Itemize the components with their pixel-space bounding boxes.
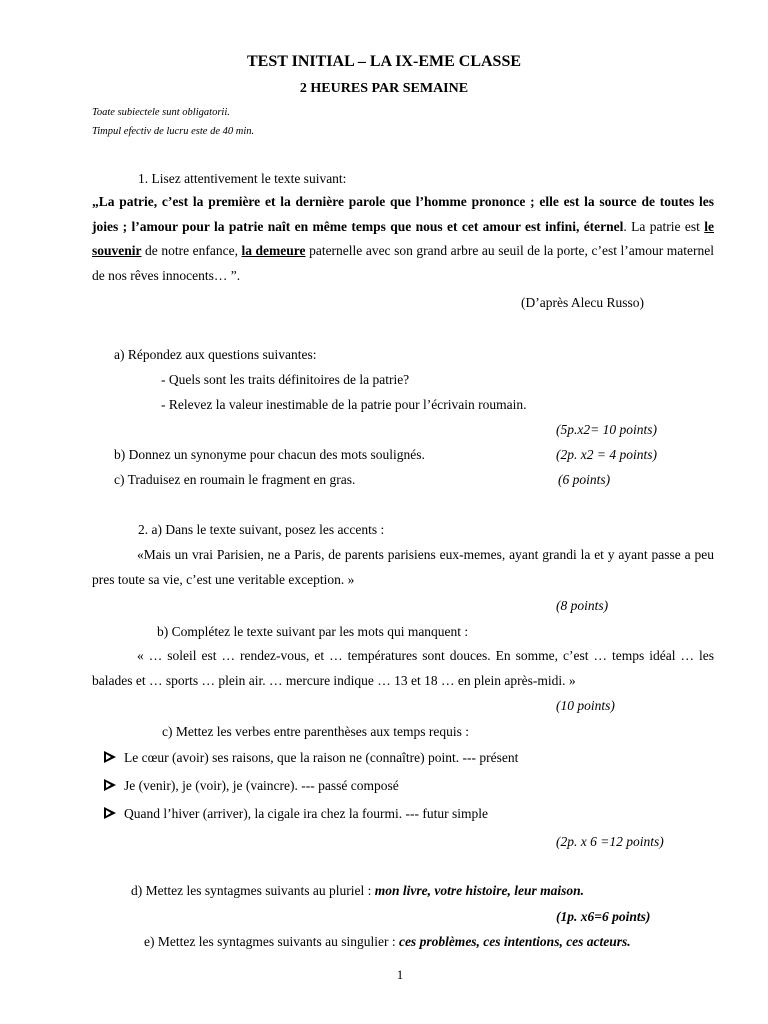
underlined-word-1: le souvenir bbox=[92, 218, 715, 258]
page-number: 1 bbox=[396, 967, 404, 982]
arrow-bullet-icon bbox=[104, 751, 116, 763]
exercise-2b-points: (10 points) bbox=[556, 698, 615, 713]
exercise-2b-text: « … soleil est … rendez-vous, et … températures sont douces. En somme, c’est … temps idéal … les balades et … sports … plein air. … mercure indique … 13 et 18 … en plein après-midi. » bbox=[92, 648, 714, 688]
question-a-label: a) Répondez aux questions suivantes: bbox=[114, 347, 317, 362]
question-b-points: (2p. x2 = 4 points) bbox=[556, 447, 657, 462]
text-part: de notre enfance, bbox=[141, 243, 242, 258]
exercise-2e-items: ces problèmes, ces intentions, ces acteurs. bbox=[398, 934, 631, 949]
exercise-2d-items: mon livre, votre histoire, leur maison. bbox=[374, 883, 584, 898]
exercise-2c-points: (2p. x 6 =12 points) bbox=[556, 834, 664, 849]
text-bold-fragment: „La patrie, c’est la première et la dernière parole que l’homme prononce ; elle est la source de toutes les joies ; l’amour pour la patrie naît en même temps que nous et cet amour est infini, éternel bbox=[92, 194, 714, 234]
exercise-2d-text: d) Mettez les syntagmes suivants au pluriel : mon livre, votre histoire, leur maison. bbox=[131, 883, 584, 898]
list-item: Quand l’hiver (arriver), la cigale ira chez la fourmi. --- futur simple bbox=[104, 807, 488, 821]
question-c-text: c) Traduisez en roumain le fragment en gras. bbox=[114, 472, 356, 487]
page-title: TEST INITIAL – LA IX-EME CLASSE bbox=[246, 53, 522, 70]
instruction-line-2: Timpul efectiv de lucru este de 40 min. bbox=[92, 126, 255, 137]
instruction-line-1: Toate subiectele sunt obligatorii. bbox=[92, 107, 230, 118]
exercise-2a-text: «Mais un vrai Parisien, ne a Paris, de parents parisiens eux-memes, ayant grandi la et y ayant passe a peu pres toute sa vie, c’est une veritable exception. » bbox=[92, 547, 714, 587]
text-part: . La patrie est bbox=[623, 218, 705, 234]
list-item: Le cœur (avoir) ses raisons, que la raison ne (connaître) point. --- présent bbox=[104, 751, 518, 765]
exercise-1-text bbox=[92, 190, 714, 288]
arrow-bullet-icon bbox=[104, 807, 116, 819]
exercise-2b-label: b) Complétez le texte suivant par les mots qui manquent : bbox=[157, 624, 469, 639]
list-item: Je (venir), je (voir), je (vaincre). --- passé composé bbox=[104, 779, 399, 793]
exercise-2a-label: 2. a) Dans le texte suivant, posez les accents : bbox=[138, 522, 385, 537]
exercise-2a-points: (8 points) bbox=[556, 598, 609, 613]
exercise-2c-label: c) Mettez les verbes entre parenthèses aux temps requis : bbox=[162, 724, 470, 739]
question-b-text: b) Donnez un synonyme pour chacun des mots soulignés. bbox=[114, 447, 425, 462]
arrow-bullet-icon bbox=[104, 779, 116, 791]
question-a-points: (5p.x2= 10 points) bbox=[556, 422, 657, 437]
underlined-word-2: la demeure bbox=[241, 243, 306, 258]
question-c-points: (6 points) bbox=[558, 472, 611, 487]
question-a-item-2: - Relevez la valeur inestimable de la patrie pour l’écrivain roumain. bbox=[161, 397, 527, 412]
exercise-1-intro: 1. Lisez attentivement le texte suivant: bbox=[138, 171, 347, 186]
text-source: (D’après Alecu Russo) bbox=[521, 295, 644, 310]
page-subtitle: 2 HEURES PAR SEMAINE bbox=[299, 81, 469, 96]
text-part: paternelle avec son grand arbre au seuil de la porte, c’est l’amour maternel de nos rêves innocents… ”. bbox=[92, 243, 714, 283]
exercise-2e-text: e) Mettez les syntagmes suivants au singulier : ces problèmes, ces intentions, ces acteurs. bbox=[144, 934, 631, 949]
exercise-2d-points: (1p. x6=6 points) bbox=[556, 909, 651, 924]
question-a-item-1: - Quels sont les traits définitoires de la patrie? bbox=[161, 372, 410, 387]
